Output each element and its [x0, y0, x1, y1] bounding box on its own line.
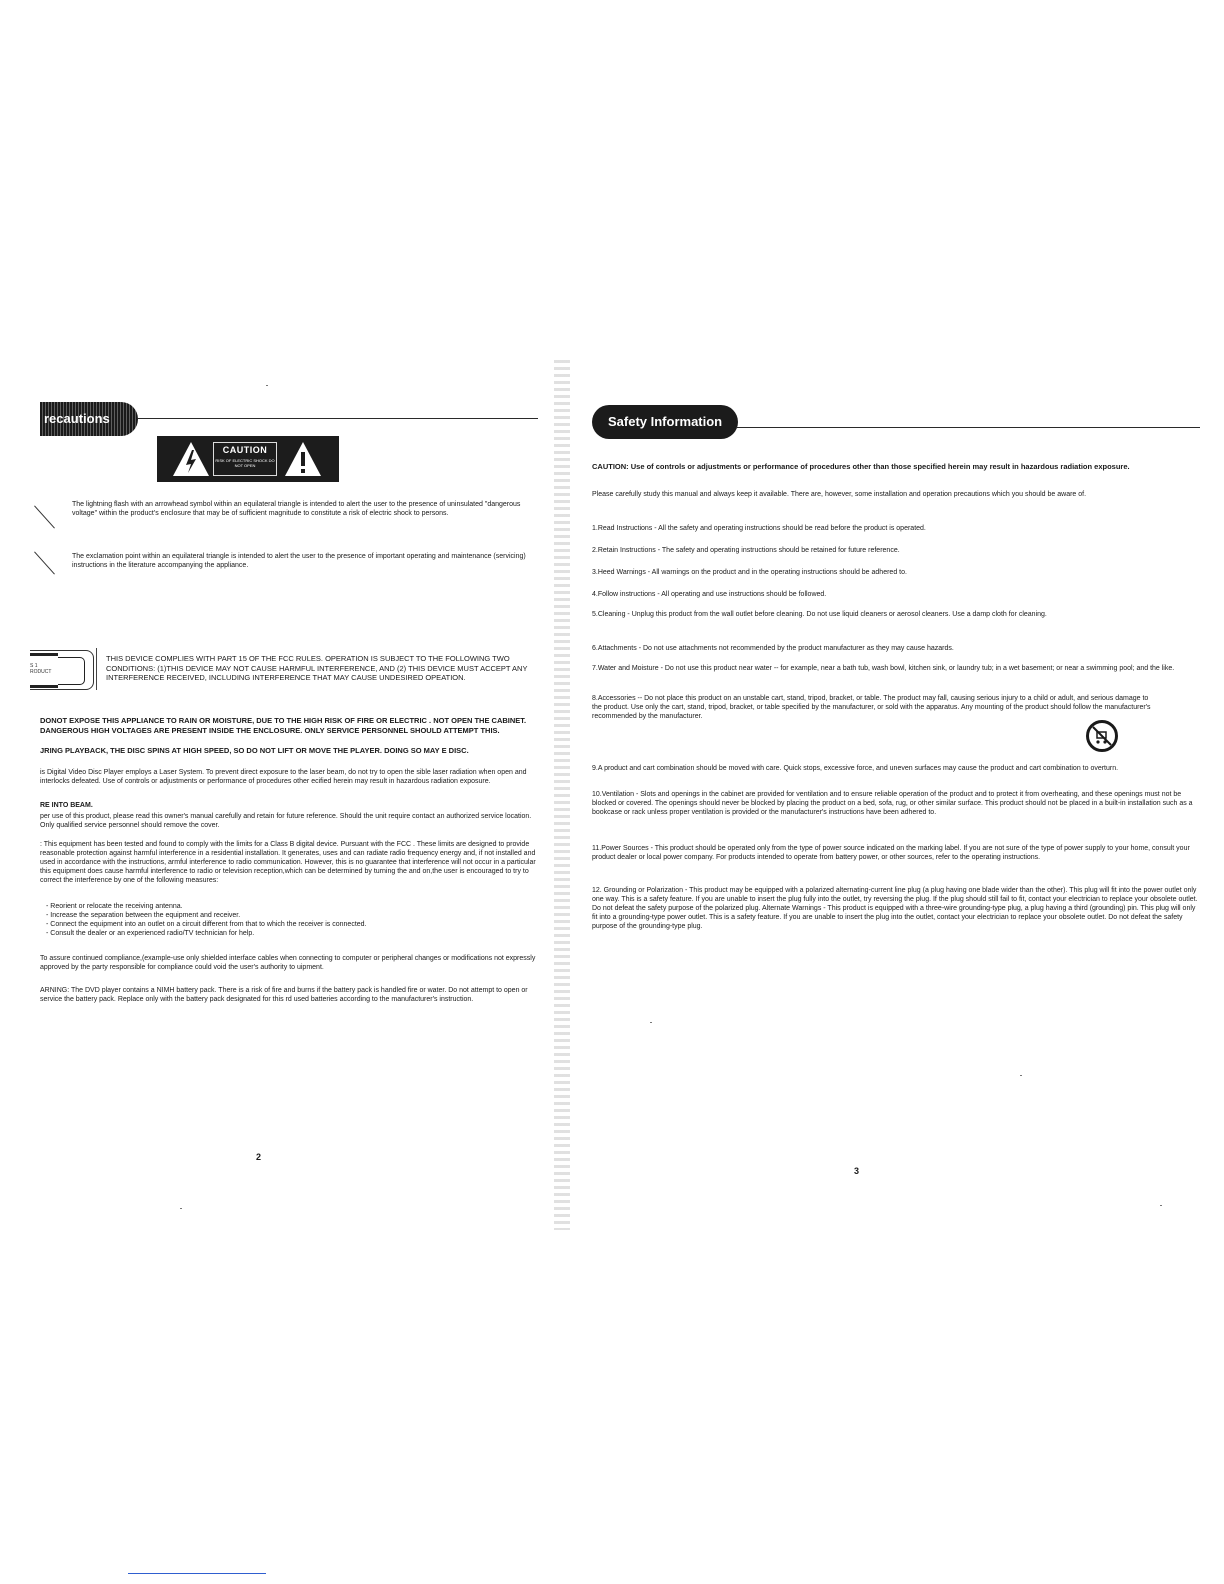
page-number: 2 — [256, 1152, 262, 1162]
lightning-note: The lightning flash with an arrowhead symbol within an equilateral triangle is intended to alert the user to the presence of uninsulated "dangerous voltage" within the product's enclosure that may be of sufficient magnitude to constitute a risk of electric shock to persons. — [72, 501, 521, 517]
battery-warning: ARNING: The DVD player contains a NIMH battery pack. There is a risk of fire and burns if the battery pack is handled fire or water. Do not attempt to open or service the battery pack. Replace only with the battery pack designated for this rd used batteries according to the manufacturer's instruction. — [40, 987, 528, 1003]
exclamation-note: The exclamation point within an equilateral triangle is intended to alert the user to the presence of important operating and maintenance (servicing) instructions in the literature accompanying the appliance. — [72, 553, 526, 569]
laser-system-text: is Digital Video Disc Player employs a Laser System. To prevent direct exposure to the laser beam, do not try to open the sible laser radiation when open and interlocks defeated. Use of controls or adjustments or performance of procedures other ecified herein may result in hazardous radiation exposure. — [40, 769, 527, 785]
safety-item: 7.Water and Moisture - Do not use this product near water -- for example, near a bath tub, wash bowl, kitchen sink, or laundry tub; in a wet basement; or near a swimming pool; and the like. — [592, 665, 1175, 672]
header-rule — [736, 427, 1200, 428]
measure-item: - Consult the dealer or an experienced radio/TV technician for help. — [46, 930, 255, 937]
safety-item: 12. Grounding or Polarization - This product may be equipped with a polarized alternating-current line plug (a plug having one blade wider than the other). This plug will fit into the power outlet only one way. This is a safety feature. If you are unable to insert the plug fully into the outlet, try reversing the plug. If the plug should still fail to fit, contact your electrician to replace your obsolete outlet. Do not defeat the safety purpose of the polarized plug. Alternate Warnings - This product is equipped with a three-wire grounding-type plug, a plug having a third (grounding) pin. This plug will only fit into a grounding-type power outlet. This is a safety feature. If you are unable to insert the plug into the outlet, contact your electrician to replace your obsolete outlet. Do not defeat the safety purpose of the grounding-type plug. — [592, 887, 1198, 930]
bolt-pointer-line — [34, 506, 55, 529]
caution-label — [157, 436, 339, 482]
measure-item: - Connect the equipment into an outlet on a circuit different from that to which the receiver is connected. — [46, 921, 367, 928]
compliance-text: To assure continued compliance,(example-use only shielded interface cables when connecting to computer or peripheral changes or modifications not expressly approved by the party responsible for compliance could void the user's authority to uipment. — [40, 955, 536, 971]
safety-item: 8.Accessories -- Do not place this product on an unstable cart, stand, tripod, bracket, or table. The product may fall, causing serious injury to a child or adult, and serious damage to the product. Use only the cart, stand, tripod, bracket, or table specified by the manufacturer, or sold with the apparatus. Any mounting of the product should follow the manufacturer's recommended by the manufacturer. — [592, 695, 1151, 720]
safety-information-header: Safety Information — [592, 405, 738, 439]
scan-speck — [266, 385, 268, 386]
safety-item: 2.Retain Instructions - The safety and operating instructions should be retained for future reference. — [592, 547, 900, 554]
fcc-class-b-text: : This equipment has been tested and found to comply with the limits for a Class B digital device. Pursuant with the FCC . These limits are designed to provide reasonable protection against harmful interference in a residential installation. It generates, uses and can radiate radio frequency energy and, if not installed and used in accordance with the instructions, armful interference to radio communication. However, this is no guarantee that interference will not occur in a particular this equipment does cause harmful interference to radio or television reception,which can be determined by turning the and on,the user is encouraged to try to correct the interference by one of the following measures: — [40, 841, 536, 884]
measure-item: - Increase the separation between the equipment and receiver. — [46, 912, 241, 919]
safety-item: 5.Cleaning - Unplug this product from the wall outlet before cleaning. Do not use liquid cleaners or aerosol cleaners. Use a damp cloth for cleaning. — [592, 611, 1047, 618]
safety-item: 10.Ventilation - Slots and openings in the cabinet are provided for ventilation and to ensure reliable operation of the product and to protect it from overheating, and these openings must not be blocked or covered. The openings should never be blocked by placing the product on a bed, sofa, rug, or other similar surface. This product should not be placed in a built-in installation such as a bookcase or rack unless proper ventilation is provided or the manufacturer's instructions have been adhered to. — [592, 791, 1193, 816]
scan-speck — [650, 1022, 652, 1023]
fcc-compliance-notice: THIS DEVICE COMPLIES WITH PART 15 OF THE FCC RULES. OPERATION IS SUBJECT TO THE FOLLOWING TWO CONDITIONS: (1)THIS DEVICE MAY NOT CAUSE HARMFUL INTERFERENCE, AND (2) THIS DEVICE MUST ACCEPT ANY INTERFERENCE RECEIVED, INCLUDING INTERFERENCE THAT MAY CAUSE UNDESIRED OPEATION. — [106, 654, 528, 682]
bottom-underline — [128, 1573, 266, 1574]
exclamation-pointer-line — [34, 552, 55, 575]
exclamation-triangle-icon — [283, 440, 323, 478]
safety-item: 6.Attachments - Do not use attachments not recommended by the product manufacturer as they may cause hazards. — [592, 645, 954, 652]
playback-warning: JRING PLAYBACK, THE DISC SPINS AT HIGH SPEED, SO DO NOT LIFT OR MOVE THE PLAYER. DOING SO MAY E DISC. — [40, 746, 469, 755]
lightning-triangle-icon — [171, 440, 211, 478]
safety-item: 3.Heed Warnings - All warnings on the product and in the operating instructions should be adhered to. — [592, 569, 907, 576]
cart-tipover-warning-icon — [1086, 720, 1118, 752]
safety-item: 1.Read Instructions - All the safety and operating instructions should be read before the product is operated. — [592, 525, 926, 532]
beam-heading: RE INTO BEAM. — [40, 802, 93, 809]
safety-item: 9.A product and cart combination should be moved with care. Quick stops, excessive force, and uneven surfaces may cause the product and cart combination to overturn. — [592, 765, 1119, 772]
scan-speck — [1160, 1205, 1162, 1206]
caution-word: CAUTION — [222, 445, 268, 455]
measure-item: - Reorient or relocate the receiving antenna. — [46, 903, 183, 910]
caution-small-text: RISK OF ELECTRIC SHOCK DO NOT OPEN — [215, 458, 275, 468]
fcc-logo — [30, 650, 94, 690]
caution-box — [213, 442, 277, 476]
precautions-header: recautions — [40, 402, 138, 436]
scan-speck — [1020, 1075, 1022, 1076]
radiation-caution: CAUTION: Use of controls or adjustments or performance of procedures other than those specified herein may result in hazardous radiation exposure. — [592, 462, 1130, 471]
right-page — [578, 380, 1224, 1240]
safety-item: 4.Follow instructions - All operating and use instructions should be followed. — [592, 591, 827, 598]
scan-speck — [180, 1208, 182, 1209]
fcc-brace — [96, 648, 101, 690]
header-rule — [138, 418, 538, 419]
intro-text: Please carefully study this manual and always keep it available. There are, however, some installation and operation precautions which you should be aware of. — [592, 491, 1087, 498]
fcc-logo-text: S 1 RODUCT — [30, 663, 52, 675]
safety-item: 11.Power Sources - This product should be operated only from the type of power source indicated on the marking label. If you are not sure of the type of power supply to your home, consult your product dealer or local power company. For products intended to operate from battery power, or other sources, refer to the operating instructions. — [592, 845, 1190, 861]
owner-manual-text: per use of this product, please read this owner's manual carefully and retain for future reference. Should the unit require contact an authorized service location. Only qualified service personnel should remove the cover. — [40, 813, 532, 829]
rain-moisture-warning: DONOT EXPOSE THIS APPLIANCE TO RAIN OR MOISTURE, DUE TO THE HIGH RISK OF FIRE OR ELECTRIC . NOT OPEN THE CABINET. DANGEROUS HIGH VOLTAGES ARE PRESENT INSIDE THE ENCLOSURE. ONLY SERVICE PERSONNEL SHOULD ATTEMPT THIS. — [40, 716, 527, 735]
left-page — [0, 380, 560, 1240]
page-number: 3 — [854, 1166, 860, 1176]
